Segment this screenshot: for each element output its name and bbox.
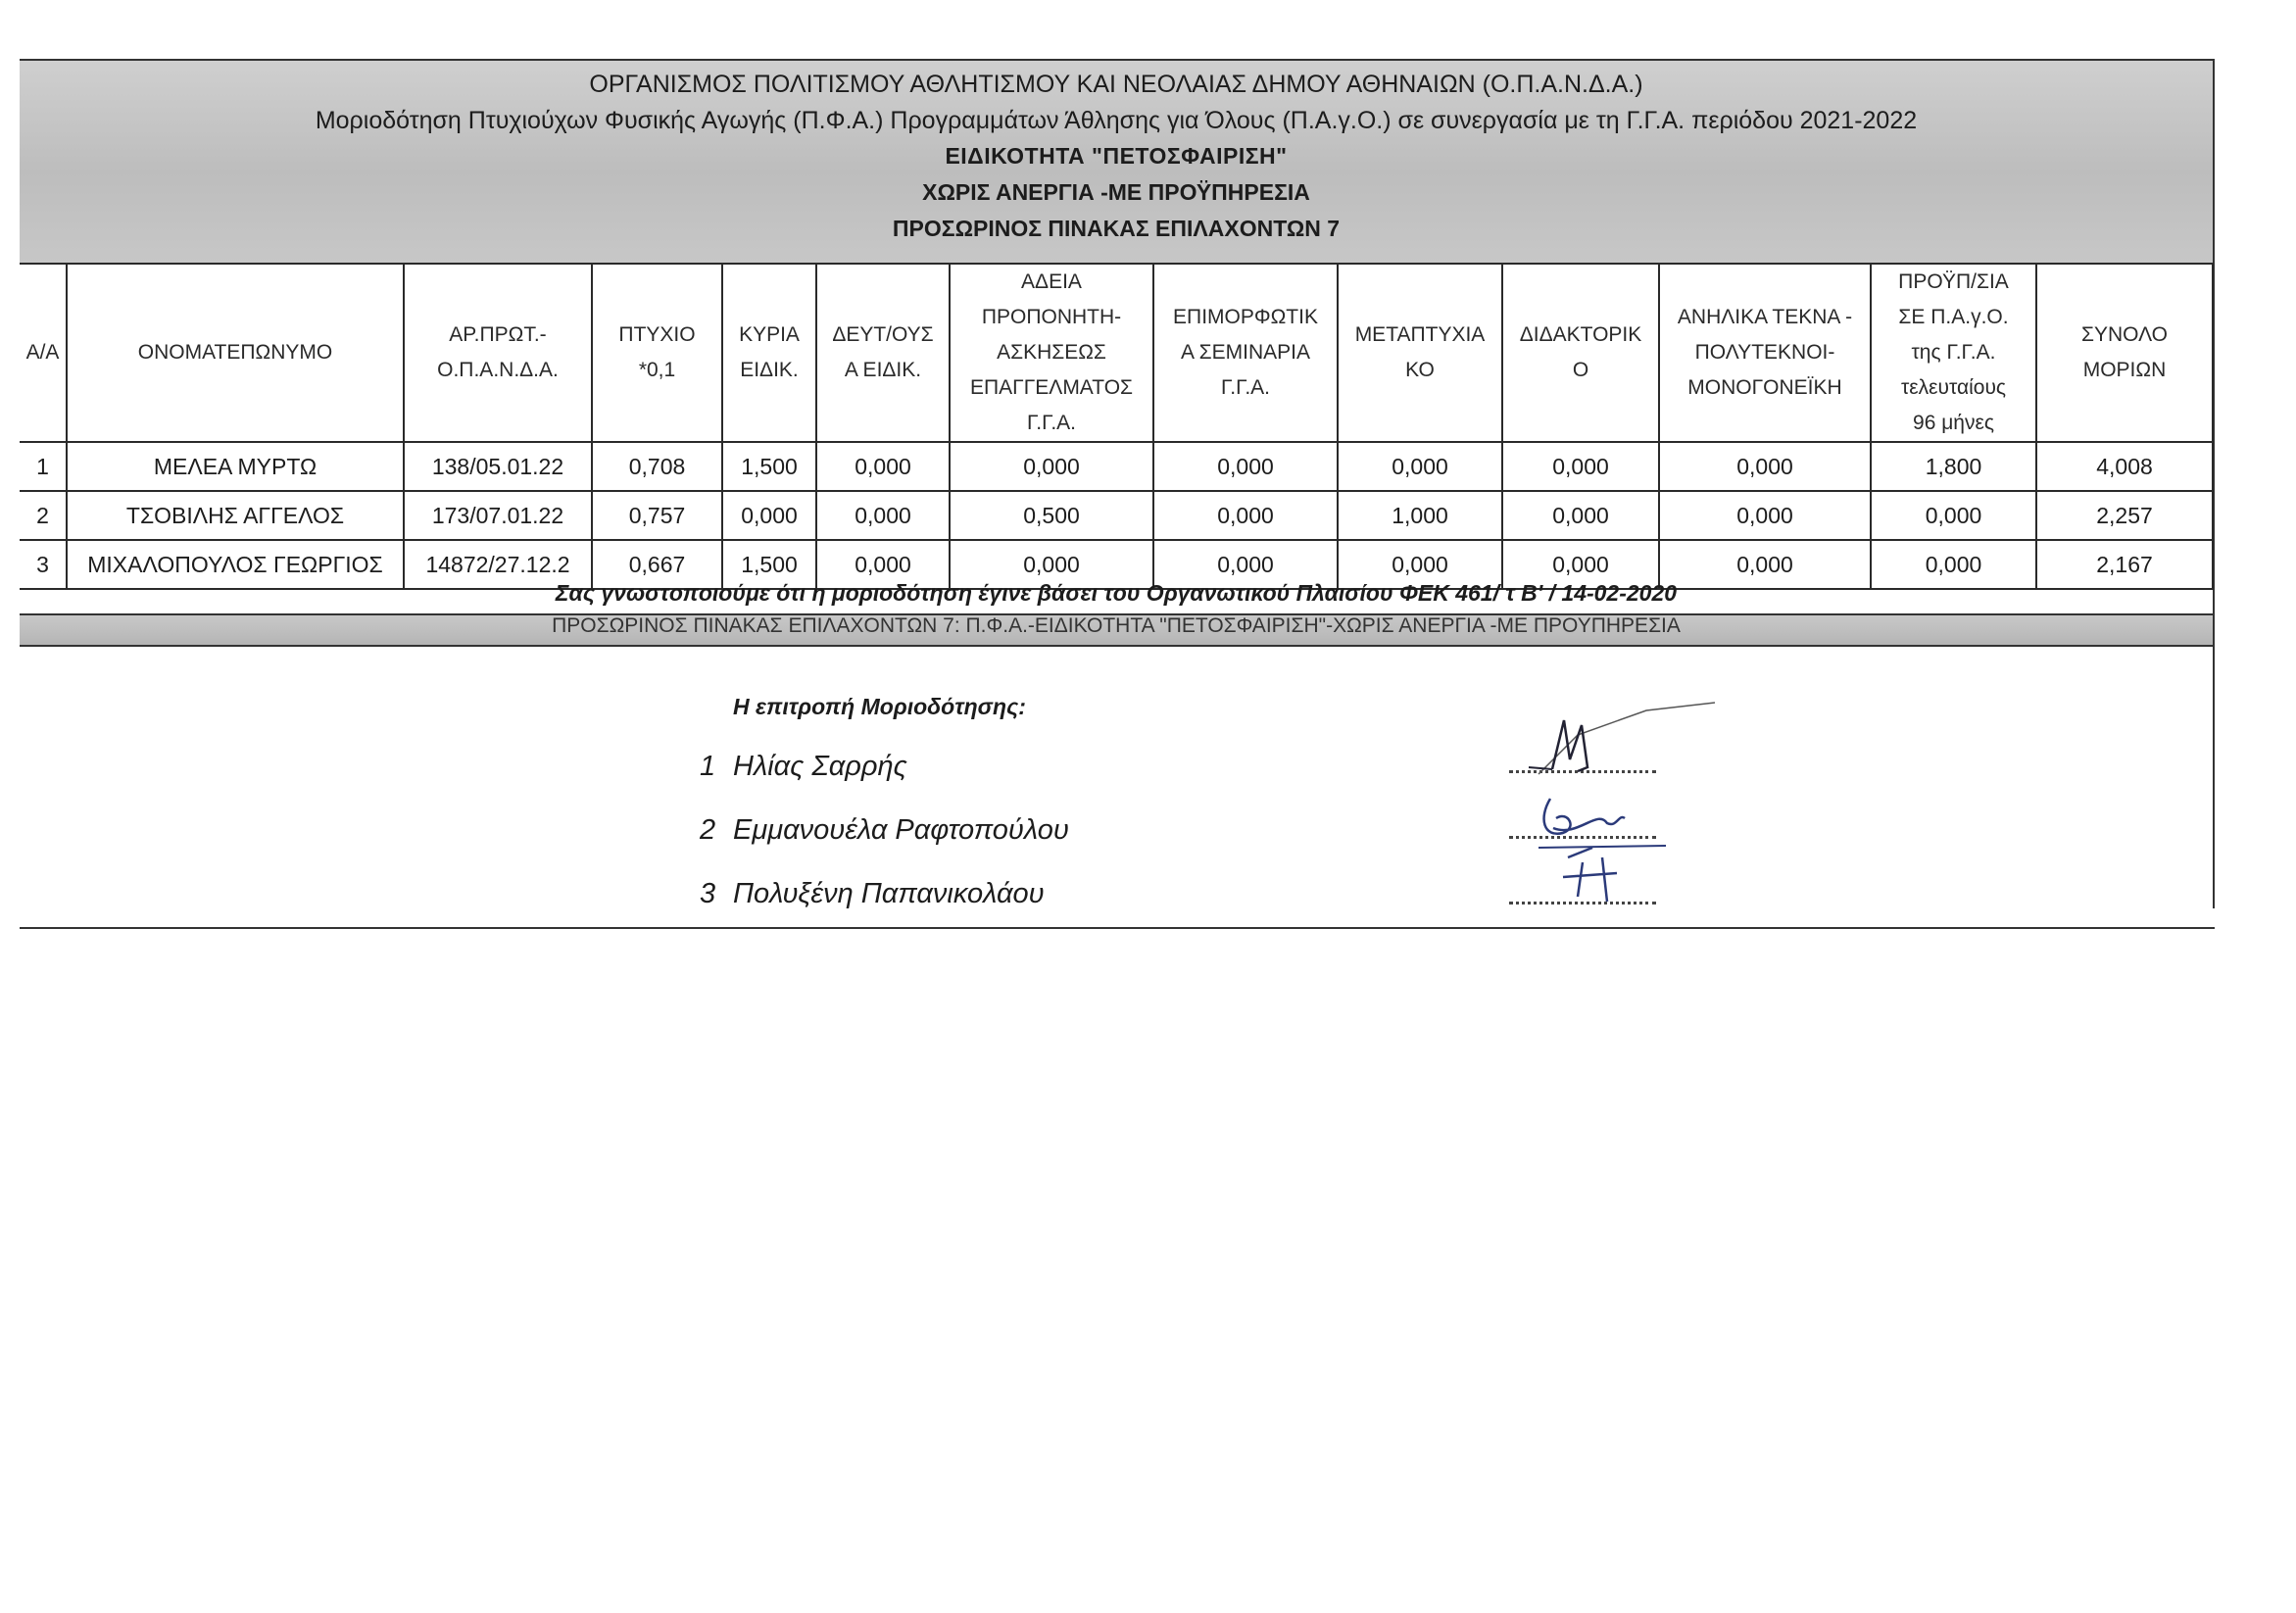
column-header-line: ΕΙΔΙΚ. (740, 359, 799, 381)
table-cell: ΤΣΟΒΙΛΗΣ ΑΓΓΕΛΟΣ (67, 491, 404, 540)
column-header (404, 264, 592, 442)
column-header (67, 264, 404, 442)
table-row (20, 442, 2213, 491)
table-cell: 0,000 (1338, 540, 1502, 589)
column-header (1502, 264, 1659, 442)
column-header (1659, 264, 1871, 442)
table-cell: 1,800 (1871, 442, 2036, 491)
table-cell: 4,008 (2036, 442, 2213, 491)
member-number: 3 (700, 878, 716, 909)
committee-member (700, 878, 1045, 910)
column-header-line: ΔΕΥΤ/ΟΥΣ (832, 323, 934, 346)
header-organization: ΟΡΓΑΝΙΣΜΟΣ ΠΟΛΙΤΙΣΜΟΥ ΑΘΛΗΤΙΣΜΟΥ ΚΑΙ ΝΕΟΛΑΙΑΣ ΔΗΜΟΥ ΑΘΗΝΑΙΩΝ (Ο.Π.Α.Ν.Δ.Α.) (589, 71, 1643, 98)
committee-member (700, 814, 1069, 847)
table-cell: 0,000 (1153, 491, 1338, 540)
header-program: Μοριοδότηση Πτυχιούχων Φυσικής Αγωγής (Π.Φ.Α.) Προγραμμάτων Άθλησης για Όλους (Π.Α.γ.Ο.) σε συνεργασία με τη Γ.Γ.Α. περιόδου 2021-2022 (315, 107, 1918, 134)
member-number: 2 (700, 814, 716, 846)
column-header-line: ΜΟΡΙΩΝ (2082, 359, 2167, 381)
table-cell: 0,000 (1659, 491, 1871, 540)
table-cell: 0,500 (950, 491, 1153, 540)
table-cell: 1,500 (722, 442, 816, 491)
header-category: ΧΩΡΙΣ ΑΝΕΡΓΙΑ -ΜΕ ΠΡΟΫΠΗΡΕΣΙΑ (922, 179, 1310, 205)
handwritten-signatures (1509, 681, 1744, 975)
table-cell: 138/05.01.22 (404, 442, 592, 491)
table-cell: 0,000 (1153, 442, 1338, 491)
committee-member (700, 751, 907, 783)
column-header (816, 264, 950, 442)
document-sheet (20, 59, 2213, 928)
table-cell: 0,667 (592, 540, 722, 589)
table-cell: 2 (20, 491, 67, 540)
legal-basis-note: Σας γνωστοποιούμε ότι η μοριοδότηση έγινε βάσει του Οργανωτικού Πλαισίου ΦΕΚ 461/ τ Β' / 14-02-2020 (555, 580, 1678, 606)
scores-table (20, 263, 2214, 590)
member-number: 1 (700, 751, 716, 782)
table-cell: 0,708 (592, 442, 722, 491)
column-header-line: Ο.Π.Α.Ν.Δ.Α. (437, 359, 559, 381)
table-cell: 0,000 (1502, 442, 1659, 491)
header-specialty: ΕΙΔΙΚΟΤΗΤΑ "ΠΕΤΟΣΦΑΙΡΙΣΗ" (945, 143, 1288, 169)
column-header-line: της Γ.Γ.Α. (1911, 341, 1996, 364)
column-header-line: ΜΟΝΟΓΟΝΕΪΚΗ (1687, 376, 1842, 399)
table-cell: 173/07.01.22 (404, 491, 592, 540)
column-header (2036, 264, 2213, 442)
column-header-line: ΠΤΥΧΙΟ (618, 323, 696, 346)
table-cell: 1 (20, 442, 67, 491)
table-cell: 0,000 (1659, 540, 1871, 589)
table-cell: 1,500 (722, 540, 816, 589)
table-cell: 0,000 (1502, 540, 1659, 589)
committee-title: Η επιτροπή Μοριοδότησης: (733, 694, 1026, 719)
column-header-line: ΑΡ.ΠΡΩΤ.- (449, 323, 547, 346)
table-cell: 0,000 (816, 491, 950, 540)
column-header-line: ΑΝΗΛΙΚΑ ΤΕΚΝΑ - (1677, 306, 1853, 328)
column-header-line: ΣΕ Π.Α.γ.Ο. (1898, 306, 2009, 328)
table-row (20, 491, 2213, 540)
column-header-line: ΚΥΡΙΑ (739, 323, 800, 346)
column-header (1153, 264, 1338, 442)
table-cell: 2,257 (2036, 491, 2213, 540)
table-cell: 0,000 (1871, 491, 2036, 540)
column-header-line: Α ΣΕΜΙΝΑΡΙΑ (1180, 341, 1311, 364)
table-cell: 0,000 (950, 540, 1153, 589)
column-header (722, 264, 816, 442)
column-header-line: ΠΟΛΥΤΕΚΝΟΙ- (1694, 341, 1835, 364)
table-cell: 0,757 (592, 491, 722, 540)
column-header-line: ΣΥΝΟΛΟ (2080, 323, 2169, 346)
column-header-line: Α ΕΙΔΙΚ. (844, 359, 922, 381)
column-header (1338, 264, 1502, 442)
column-header-line: Ο (1572, 359, 1589, 381)
table-cell: ΜΕΛΕΑ ΜΥΡΤΩ (67, 442, 404, 491)
column-header-line: ΔΙΔΑΚΤΟΡΙΚ (1519, 323, 1642, 346)
column-header-line: Γ.Γ.Α. (1026, 412, 1077, 434)
document-header (20, 61, 2213, 263)
table-cell: 0,000 (1871, 540, 2036, 589)
footer-band: ΠΡΟΣΩΡΙΝΟΣ ΠΙΝΑΚΑΣ ΕΠΙΛΑΧΟΝΤΩΝ 7: Π.Φ.Α.-ΕΙΔΙΚΟΤΗΤΑ "ΠΕΤΟΣΦΑΙΡΙΣΗ"-ΧΩΡΙΣ ΑΝΕΡΓΙΑ -ΜΕ ΠΡΟΥΠΗΡΕΣΙΑ (20, 613, 2213, 647)
column-header (1871, 264, 2036, 442)
column-header (592, 264, 722, 442)
table-cell: 0,000 (1153, 540, 1338, 589)
column-header-line: Γ.Γ.Α. (1220, 376, 1271, 399)
member-name: Πολυξένη Παπανικολάου (733, 878, 1045, 909)
column-header-line: 96 μήνες (1913, 412, 1994, 434)
frame-bottom-border (20, 927, 2215, 929)
column-header-line: ΠΡΟΠΟΝΗΤΗ- (981, 306, 1122, 328)
column-header-line: ΚΟ (1405, 359, 1435, 381)
column-header-line: ΠΡΟΫΠ/ΣΙΑ (1898, 270, 2009, 293)
table-header-row (20, 264, 2213, 442)
member-name: Εμμανουέλα Ραφτοπούλου (733, 814, 1069, 846)
table-cell: 0,000 (1502, 491, 1659, 540)
column-header-line: ΟΝΟΜΑΤΕΠΩΝΥΜΟ (137, 341, 333, 364)
table-cell: 1,000 (1338, 491, 1502, 540)
column-header-line: *0,1 (638, 359, 676, 381)
table-cell: 0,000 (1338, 442, 1502, 491)
column-header-line: ΑΔΕΙΑ (1021, 270, 1082, 293)
table-cell: 0,000 (950, 442, 1153, 491)
table-cell: 3 (20, 540, 67, 589)
table-cell: 0,000 (722, 491, 816, 540)
column-header-line: ΕΠΑΓΓΕΛΜΑΤΟΣ (969, 376, 1134, 399)
column-header (20, 264, 67, 442)
column-header-line: Α/Α (25, 341, 60, 364)
table-cell: 14872/27.12.2 (404, 540, 592, 589)
table-cell: 0,000 (816, 442, 950, 491)
table-cell: 0,000 (816, 540, 950, 589)
table-cell: 0,000 (1659, 442, 1871, 491)
column-header-line: τελευταίους (1900, 376, 2007, 399)
table-cell: 2,167 (2036, 540, 2213, 589)
column-header-line: ΑΣΚΗΣΕΩΣ (997, 341, 1106, 364)
table-cell: ΜΙΧΑΛΟΠΟΥΛΟΣ ΓΕΩΡΓΙΟΣ (67, 540, 404, 589)
column-header-line: ΕΠΙΜΟΡΦΩΤΙΚ (1173, 306, 1318, 328)
column-header-line: ΜΕΤΑΠΤΥΧΙΑ (1354, 323, 1486, 346)
column-header (950, 264, 1153, 442)
header-list-title: ΠΡΟΣΩΡΙΝΟΣ ΠΙΝΑΚΑΣ ΕΠΙΛΑΧΟΝΤΩΝ 7 (892, 216, 1341, 241)
member-name: Ηλίας Σαρρής (733, 751, 907, 782)
